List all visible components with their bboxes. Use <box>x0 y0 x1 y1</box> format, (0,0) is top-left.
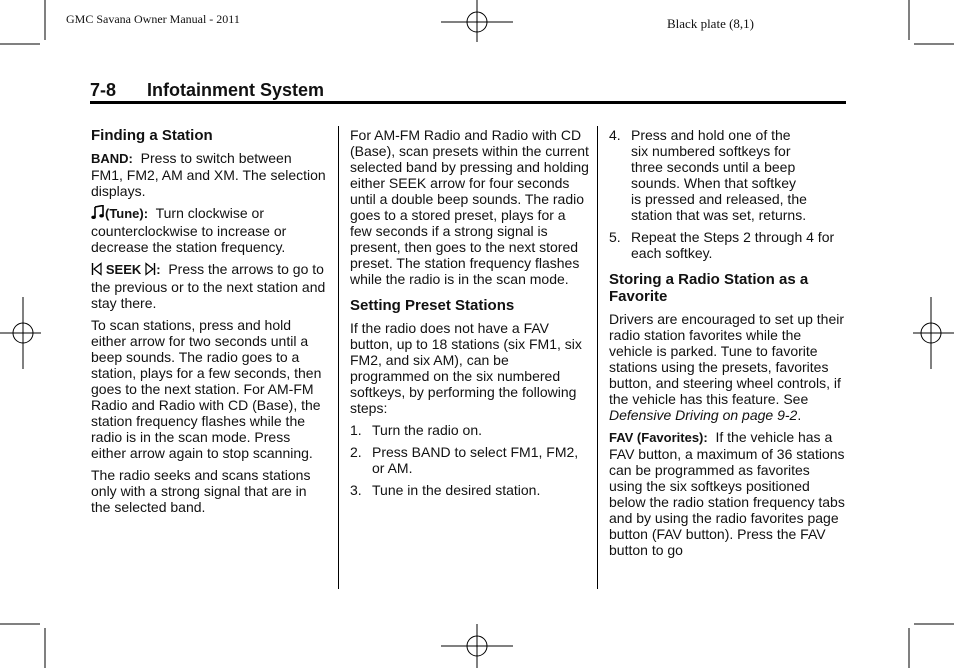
subheading-finding-a-station: Finding a Station <box>91 127 213 144</box>
music-note-icon <box>91 205 105 223</box>
fav-text: If the vehicle has a FAV button, a maximum of 36 stations can be programmed as favorites using the six softkeys positioned below the radio station frequency tabs and by using the radio favorites page button (FAV button). Press the FAV button to go <box>609 429 845 558</box>
step-number: 5. <box>609 229 621 245</box>
step-text: Press BAND to select FM1, FM2, or AM. <box>372 444 579 476</box>
tune-label: (Tune): <box>105 206 149 221</box>
column-3 <box>609 127 847 564</box>
registration-crosshair-right <box>913 297 954 369</box>
seek-colon: : <box>156 262 161 277</box>
scan-paragraph: To scan stations, press and hold either arrow for two seconds until a beep sounds. The radio goes to a station, plays for a few seconds, then goes to the next station. For AM-FM Radio and Radio with CD (Base), the station frequency flashes while the radio is in the scan mode. Press either arrow again to stop scanning. <box>91 317 322 461</box>
band-text: Press to switch between FM1, FM2, AM and XM. The selection displays. <box>91 150 326 199</box>
step-number: 1. <box>350 422 362 438</box>
cross-reference-link[interactable]: Defensive Driving on page 9-2 <box>609 407 798 423</box>
fav-label: FAV (Favorites): <box>609 430 708 445</box>
step-number: 2. <box>350 444 362 460</box>
band-paragraph <box>91 150 327 199</box>
drivers-paragraph <box>609 311 847 423</box>
section-number: 7-8 <box>90 80 117 100</box>
seek-forward-icon <box>145 262 156 279</box>
plate-label: Black plate (8,1) <box>667 16 754 31</box>
section-title: Infotainment System <box>147 80 325 100</box>
step-number: 3. <box>350 482 362 498</box>
list-item <box>609 127 847 223</box>
list-item <box>609 229 847 261</box>
column-2 <box>350 127 590 504</box>
subheading-storing-favorite: Storing a Radio Station as a Favorite <box>609 271 809 305</box>
registration-crosshair-left <box>0 297 41 369</box>
heading-rule <box>90 101 846 104</box>
step-text: Press and hold one of the six numbered softkeys for three seconds until a beep sounds. When that softkey is pressed and released, the station that was set, returns. <box>631 127 807 223</box>
column-divider <box>338 126 339 589</box>
step-text: Turn the radio on. <box>372 422 482 438</box>
step-text: Repeat the Steps 2 through 4 for each softkey. <box>631 229 835 261</box>
list-item <box>350 482 590 498</box>
tune-text: Turn clockwise or counterclockwise to increase or decrease the station frequency. <box>91 205 287 255</box>
list-item <box>350 422 590 438</box>
step-number: 4. <box>609 127 621 143</box>
band-label: BAND: <box>91 151 133 166</box>
registration-crosshair-top <box>441 0 513 42</box>
section-heading <box>90 80 324 101</box>
scan-presets-paragraph: For AM-FM Radio and Radio with CD (Base), scan presets within the current selected band by pressing and holding either SEEK arrow for four seconds until a double beep sounds. The radio goes to a stored preset, plays for a few seconds if a strong signal is present, then goes to the next stored preset. The station frequency flashes while the radio is in the scan mode. <box>350 127 589 287</box>
seek-label: SEEK <box>105 262 142 277</box>
seek-text: Press the arrows to go to the previous or to the next station and stay there. <box>91 261 326 311</box>
column-1 <box>91 127 327 521</box>
drivers-text: Drivers are encouraged to set up their radio station favorites while the vehicle is parked. Tune to favorite stations using the presets, favorites button, and steering wheel controls, if the vehicle has this feature. See <box>609 311 845 407</box>
fav-paragraph <box>609 429 847 558</box>
seek-paragraph <box>91 261 327 311</box>
drivers-period: . <box>797 407 802 423</box>
fav-intro-paragraph: If the radio does not have a FAV button, up to 18 stations (six FM1, six FM2, and six AM), can be programmed on the six numbered softkeys, by performing the following steps: <box>350 320 582 416</box>
seek-scan-paragraph: The radio seeks and scans stations only with a strong signal that are in the selected band. <box>91 467 311 515</box>
subheading-setting-preset-stations: Setting Preset Stations <box>350 297 515 314</box>
registration-crosshair-bottom <box>441 624 513 668</box>
column-divider <box>597 126 598 589</box>
list-item <box>350 444 590 476</box>
tune-paragraph <box>91 205 327 255</box>
running-header-title: GMC Savana Owner Manual - 2011 <box>66 12 240 26</box>
seek-back-icon <box>91 262 102 279</box>
step-text: Tune in the desired station. <box>372 482 541 498</box>
